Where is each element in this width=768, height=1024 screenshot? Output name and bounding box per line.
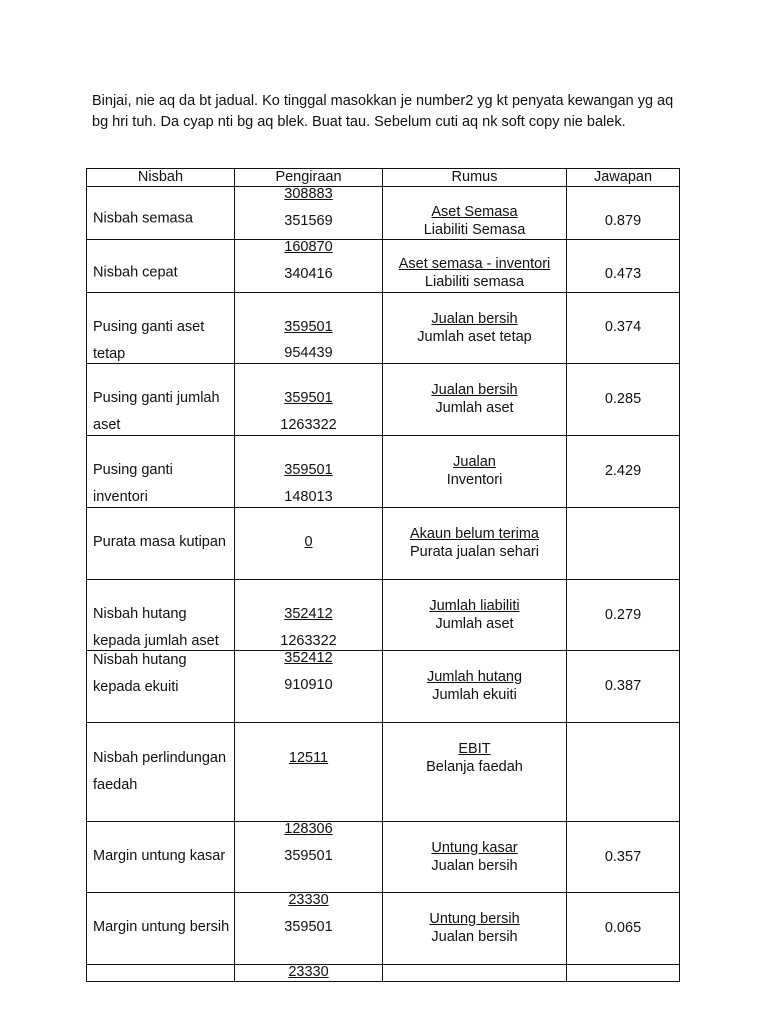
cell-jawapan: [567, 723, 680, 822]
cell-pengiraan: 128306 359501: [235, 822, 383, 893]
cell-pengiraan: 352412 1263322: [235, 580, 383, 651]
table-row: [87, 187, 680, 240]
table-row: [87, 965, 680, 982]
cell-pengiraan: 359501 954439: [235, 293, 383, 364]
cell-rumus: Jumlah hutang Jumlah ekuiti: [383, 651, 567, 723]
cell-jawapan: [567, 965, 680, 982]
cell-jawapan: 2.429: [567, 436, 680, 508]
table-row: [87, 364, 680, 436]
cell-jawapan: 0.065: [567, 893, 680, 965]
cell-jawapan: 0.473: [567, 240, 680, 293]
cell-jawapan: [567, 508, 680, 580]
cell-nisbah: Purata masa kutipan: [87, 508, 235, 580]
cell-rumus: [383, 965, 567, 982]
cell-pengiraan: 0: [235, 508, 383, 580]
cell-nisbah: Nisbah cepat: [87, 240, 235, 293]
cell-jawapan: 0.357: [567, 822, 680, 893]
header-pengiraan: Pengiraan: [235, 169, 383, 187]
cell-jawapan: 0.285: [567, 364, 680, 436]
cell-nisbah: Nisbah perlindungan faedah: [87, 723, 235, 822]
cell-rumus: Jualan Inventori: [383, 436, 567, 508]
cell-pengiraan: 359501 148013: [235, 436, 383, 508]
table-row: [87, 240, 680, 293]
table-row: [87, 293, 680, 364]
cell-rumus: EBIT Belanja faedah: [383, 723, 567, 822]
cell-pengiraan: 23330: [235, 965, 383, 982]
cell-nisbah: Nisbah hutang kepada jumlah aset: [87, 580, 235, 651]
cell-nisbah: Margin untung bersih: [87, 893, 235, 965]
cell-jawapan: 0.374: [567, 293, 680, 364]
cell-pengiraan: 23330 359501: [235, 893, 383, 965]
cell-nisbah: Margin untung kasar: [87, 822, 235, 893]
cell-pengiraan: 359501 1263322: [235, 364, 383, 436]
cell-rumus: Aset Semasa Liabiliti Semasa: [383, 187, 567, 240]
cell-nisbah: Pusing ganti aset tetap: [87, 293, 235, 364]
cell-nisbah: Nisbah hutang kepada ekuiti: [87, 651, 235, 723]
header-nisbah: Nisbah: [87, 169, 235, 187]
cell-nisbah: Pusing ganti inventori: [87, 436, 235, 508]
table-row: [87, 651, 680, 723]
cell-nisbah: Pusing ganti jumlah aset: [87, 364, 235, 436]
cell-pengiraan: 352412 910910: [235, 651, 383, 723]
cell-nisbah: Nisbah semasa: [87, 187, 235, 240]
ratio-table: [86, 168, 680, 982]
table-header-row: [87, 169, 680, 187]
table-row: [87, 436, 680, 508]
cell-pengiraan: 160870 340416: [235, 240, 383, 293]
cell-rumus: Jualan bersih Jumlah aset: [383, 364, 567, 436]
table-row: [87, 723, 680, 822]
table-row: [87, 580, 680, 651]
table-row: [87, 822, 680, 893]
header-rumus: Rumus: [383, 169, 567, 187]
cell-pengiraan: 308883 351569: [235, 187, 383, 240]
cell-jawapan: 0.387: [567, 651, 680, 723]
cell-rumus: Jumlah liabiliti Jumlah aset: [383, 580, 567, 651]
cell-nisbah: [87, 965, 235, 982]
cell-rumus: Aset semasa - inventori Liabiliti semasa: [383, 240, 567, 293]
table-row: [87, 893, 680, 965]
cell-pengiraan: 12511: [235, 723, 383, 822]
cell-rumus: Untung kasar Jualan bersih: [383, 822, 567, 893]
cell-jawapan: 0.879: [567, 187, 680, 240]
cell-rumus: Akaun belum terima Purata jualan sehari: [383, 508, 567, 580]
intro-paragraph: Binjai, nie aq da bt jadual. Ko tinggal masokkan je number2 yg kt penyata kewangan yg aq bg hri tuh. Da cyap nti bg aq blek. Buat tau. Sebelum cuti aq nk soft copy nie balek.: [92, 93, 674, 130]
cell-rumus: Untung bersih Jualan bersih: [383, 893, 567, 965]
table-row: [87, 508, 680, 580]
cell-jawapan: 0.279: [567, 580, 680, 651]
header-jawapan: Jawapan: [567, 169, 680, 187]
cell-rumus: Jualan bersih Jumlah aset tetap: [383, 293, 567, 364]
